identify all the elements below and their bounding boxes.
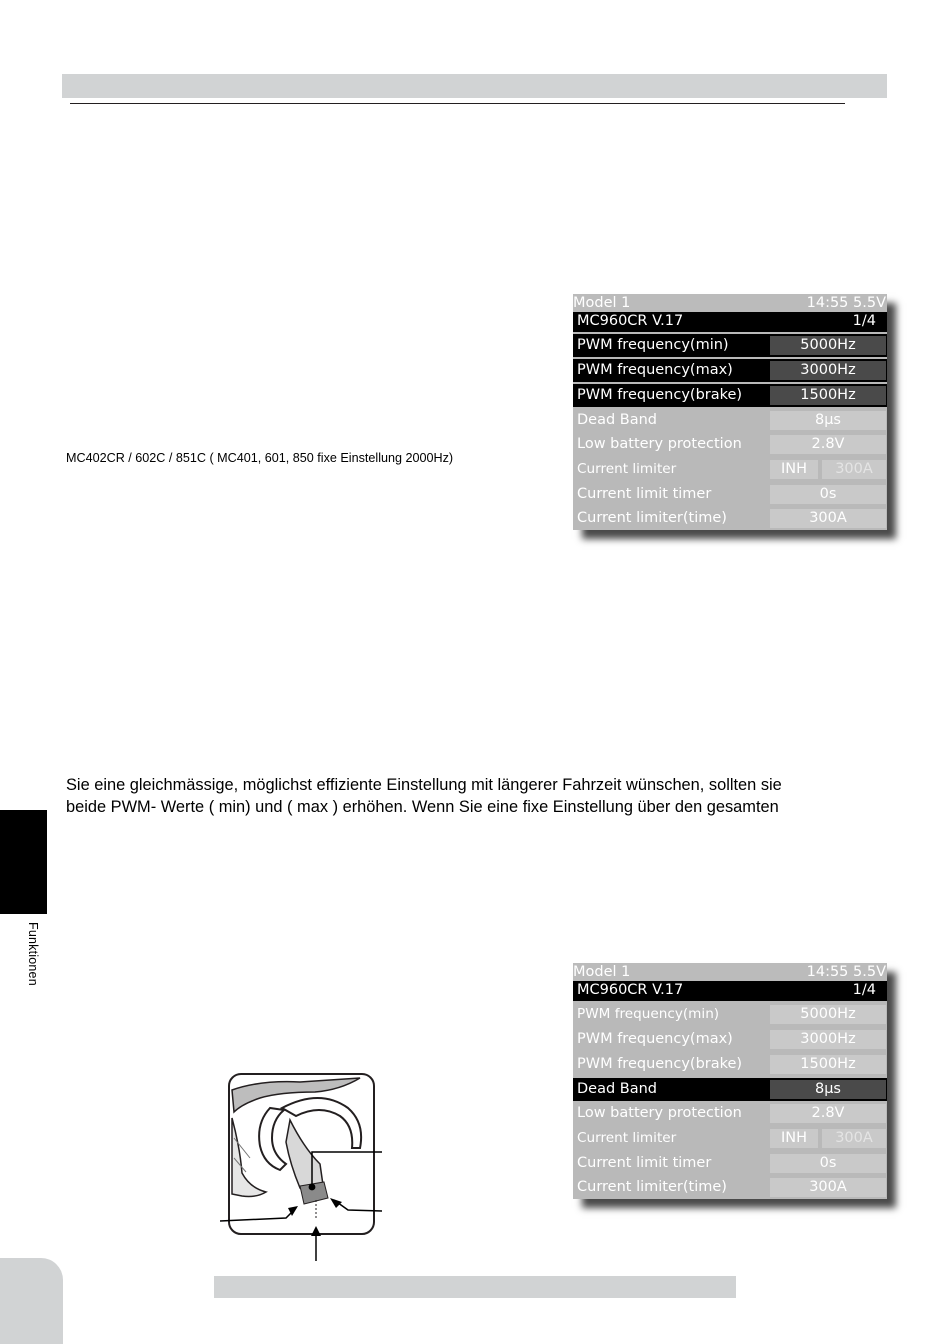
device-name: MC960CR V.17 bbox=[577, 313, 684, 329]
page-indicator: 1/4 bbox=[852, 313, 876, 329]
menu-row-dead-band[interactable] bbox=[573, 409, 887, 432]
row-label: Current limit timer bbox=[577, 486, 712, 502]
page-indicator: 1/4 bbox=[852, 982, 876, 998]
row-label: PWM frequency(max) bbox=[577, 362, 733, 378]
row-value[interactable] bbox=[770, 460, 886, 479]
time-voltage: 14:55 5.5V bbox=[806, 295, 886, 311]
row-label: PWM frequency(min) bbox=[577, 1006, 720, 1022]
screen-title bbox=[573, 981, 887, 1001]
row-value[interactable]: 8μs bbox=[770, 411, 886, 430]
row-value[interactable] bbox=[770, 1129, 886, 1148]
row-label: PWM frequency(max) bbox=[577, 1031, 733, 1047]
paragraph-line: Sie eine gleichmässige, möglichst effiziente Einstellung mit längerer Fahrzeit wünschen, sollten sie bbox=[66, 776, 782, 794]
model-caption: MC402CR / 602C / 851C ( MC401, 601, 850 fixe Einstellung 2000Hz) bbox=[66, 451, 454, 465]
row-label: Current limiter bbox=[577, 1130, 677, 1146]
menu-row-pwm-max[interactable] bbox=[573, 359, 887, 382]
row-value[interactable]: 3000Hz bbox=[770, 1030, 886, 1049]
section-label: Funktionen bbox=[26, 922, 40, 986]
screen-title bbox=[573, 312, 887, 332]
menu-row-dead-band[interactable] bbox=[573, 1078, 887, 1101]
lcd-screen-dead-band bbox=[573, 963, 887, 1199]
paragraph-line: beide PWM- Werte ( min) und ( max ) erhöhen. Wenn Sie eine fixe Einstellung über den gesamten bbox=[66, 798, 779, 816]
row-value[interactable]: 0s bbox=[770, 485, 886, 504]
model-name: Model 1 bbox=[573, 295, 631, 311]
row-label: Dead Band bbox=[577, 412, 658, 428]
model-name: Model 1 bbox=[573, 964, 631, 980]
header-rule bbox=[70, 103, 845, 104]
lcd-screen-pwm bbox=[573, 294, 887, 530]
menu-row-pwm-max[interactable] bbox=[573, 1028, 887, 1051]
status-header bbox=[573, 963, 887, 981]
row-label: PWM frequency(brake) bbox=[577, 387, 743, 403]
row-label: PWM frequency(brake) bbox=[577, 1056, 743, 1072]
menu-row-low-battery[interactable] bbox=[573, 1102, 887, 1125]
row-value[interactable]: 300A bbox=[770, 1178, 886, 1197]
body-paragraph bbox=[66, 774, 906, 818]
row-value[interactable]: 5000Hz bbox=[770, 336, 886, 355]
row-value[interactable]: 2.8V bbox=[770, 435, 886, 454]
row-value[interactable]: 8μs bbox=[770, 1080, 886, 1099]
footer-bar bbox=[214, 1276, 736, 1298]
limiter-mode[interactable]: INH bbox=[770, 1129, 818, 1148]
row-value[interactable]: 2.8V bbox=[770, 1104, 886, 1123]
menu-row-low-battery[interactable] bbox=[573, 433, 887, 456]
menu-row-pwm-brake[interactable] bbox=[573, 1053, 887, 1076]
header-bar bbox=[62, 74, 887, 98]
menu-row-pwm-min[interactable] bbox=[573, 1003, 887, 1026]
row-label: PWM frequency(min) bbox=[577, 337, 729, 353]
menu-row-current-limiter-time[interactable] bbox=[573, 507, 887, 530]
menu-row-current-limiter[interactable] bbox=[573, 1127, 887, 1150]
status-header bbox=[573, 294, 887, 312]
row-label: Current limiter(time) bbox=[577, 1179, 727, 1195]
section-tab bbox=[0, 810, 47, 914]
throttle-trigger-illustration bbox=[220, 1068, 390, 1263]
menu-row-current-limiter-time[interactable] bbox=[573, 1176, 887, 1199]
page-corner-tab bbox=[0, 1258, 63, 1344]
menu-row-current-limit-timer[interactable] bbox=[573, 483, 887, 506]
device-name: MC960CR V.17 bbox=[577, 982, 684, 998]
limiter-value[interactable]: 300A bbox=[822, 460, 886, 479]
menu-row-current-limit-timer[interactable] bbox=[573, 1152, 887, 1175]
menu-row-pwm-brake[interactable] bbox=[573, 384, 887, 407]
menu-row-pwm-min[interactable] bbox=[573, 334, 887, 357]
limiter-mode[interactable]: INH bbox=[770, 460, 818, 479]
row-value[interactable]: 3000Hz bbox=[770, 361, 886, 380]
row-value[interactable]: 1500Hz bbox=[770, 1055, 886, 1074]
row-label: Low battery protection bbox=[577, 1105, 742, 1121]
limiter-value[interactable]: 300A bbox=[822, 1129, 886, 1148]
time-voltage: 14:55 5.5V bbox=[806, 964, 886, 980]
row-label: Current limiter(time) bbox=[577, 510, 727, 526]
row-value[interactable]: 1500Hz bbox=[770, 386, 886, 405]
row-value[interactable]: 0s bbox=[770, 1154, 886, 1173]
row-label: Current limit timer bbox=[577, 1155, 712, 1171]
row-label: Current limiter bbox=[577, 461, 677, 477]
row-value[interactable]: 5000Hz bbox=[770, 1005, 886, 1024]
row-label: Dead Band bbox=[577, 1081, 658, 1097]
row-value[interactable]: 300A bbox=[770, 509, 886, 528]
row-label: Low battery protection bbox=[577, 436, 742, 452]
menu-row-current-limiter[interactable] bbox=[573, 458, 887, 481]
